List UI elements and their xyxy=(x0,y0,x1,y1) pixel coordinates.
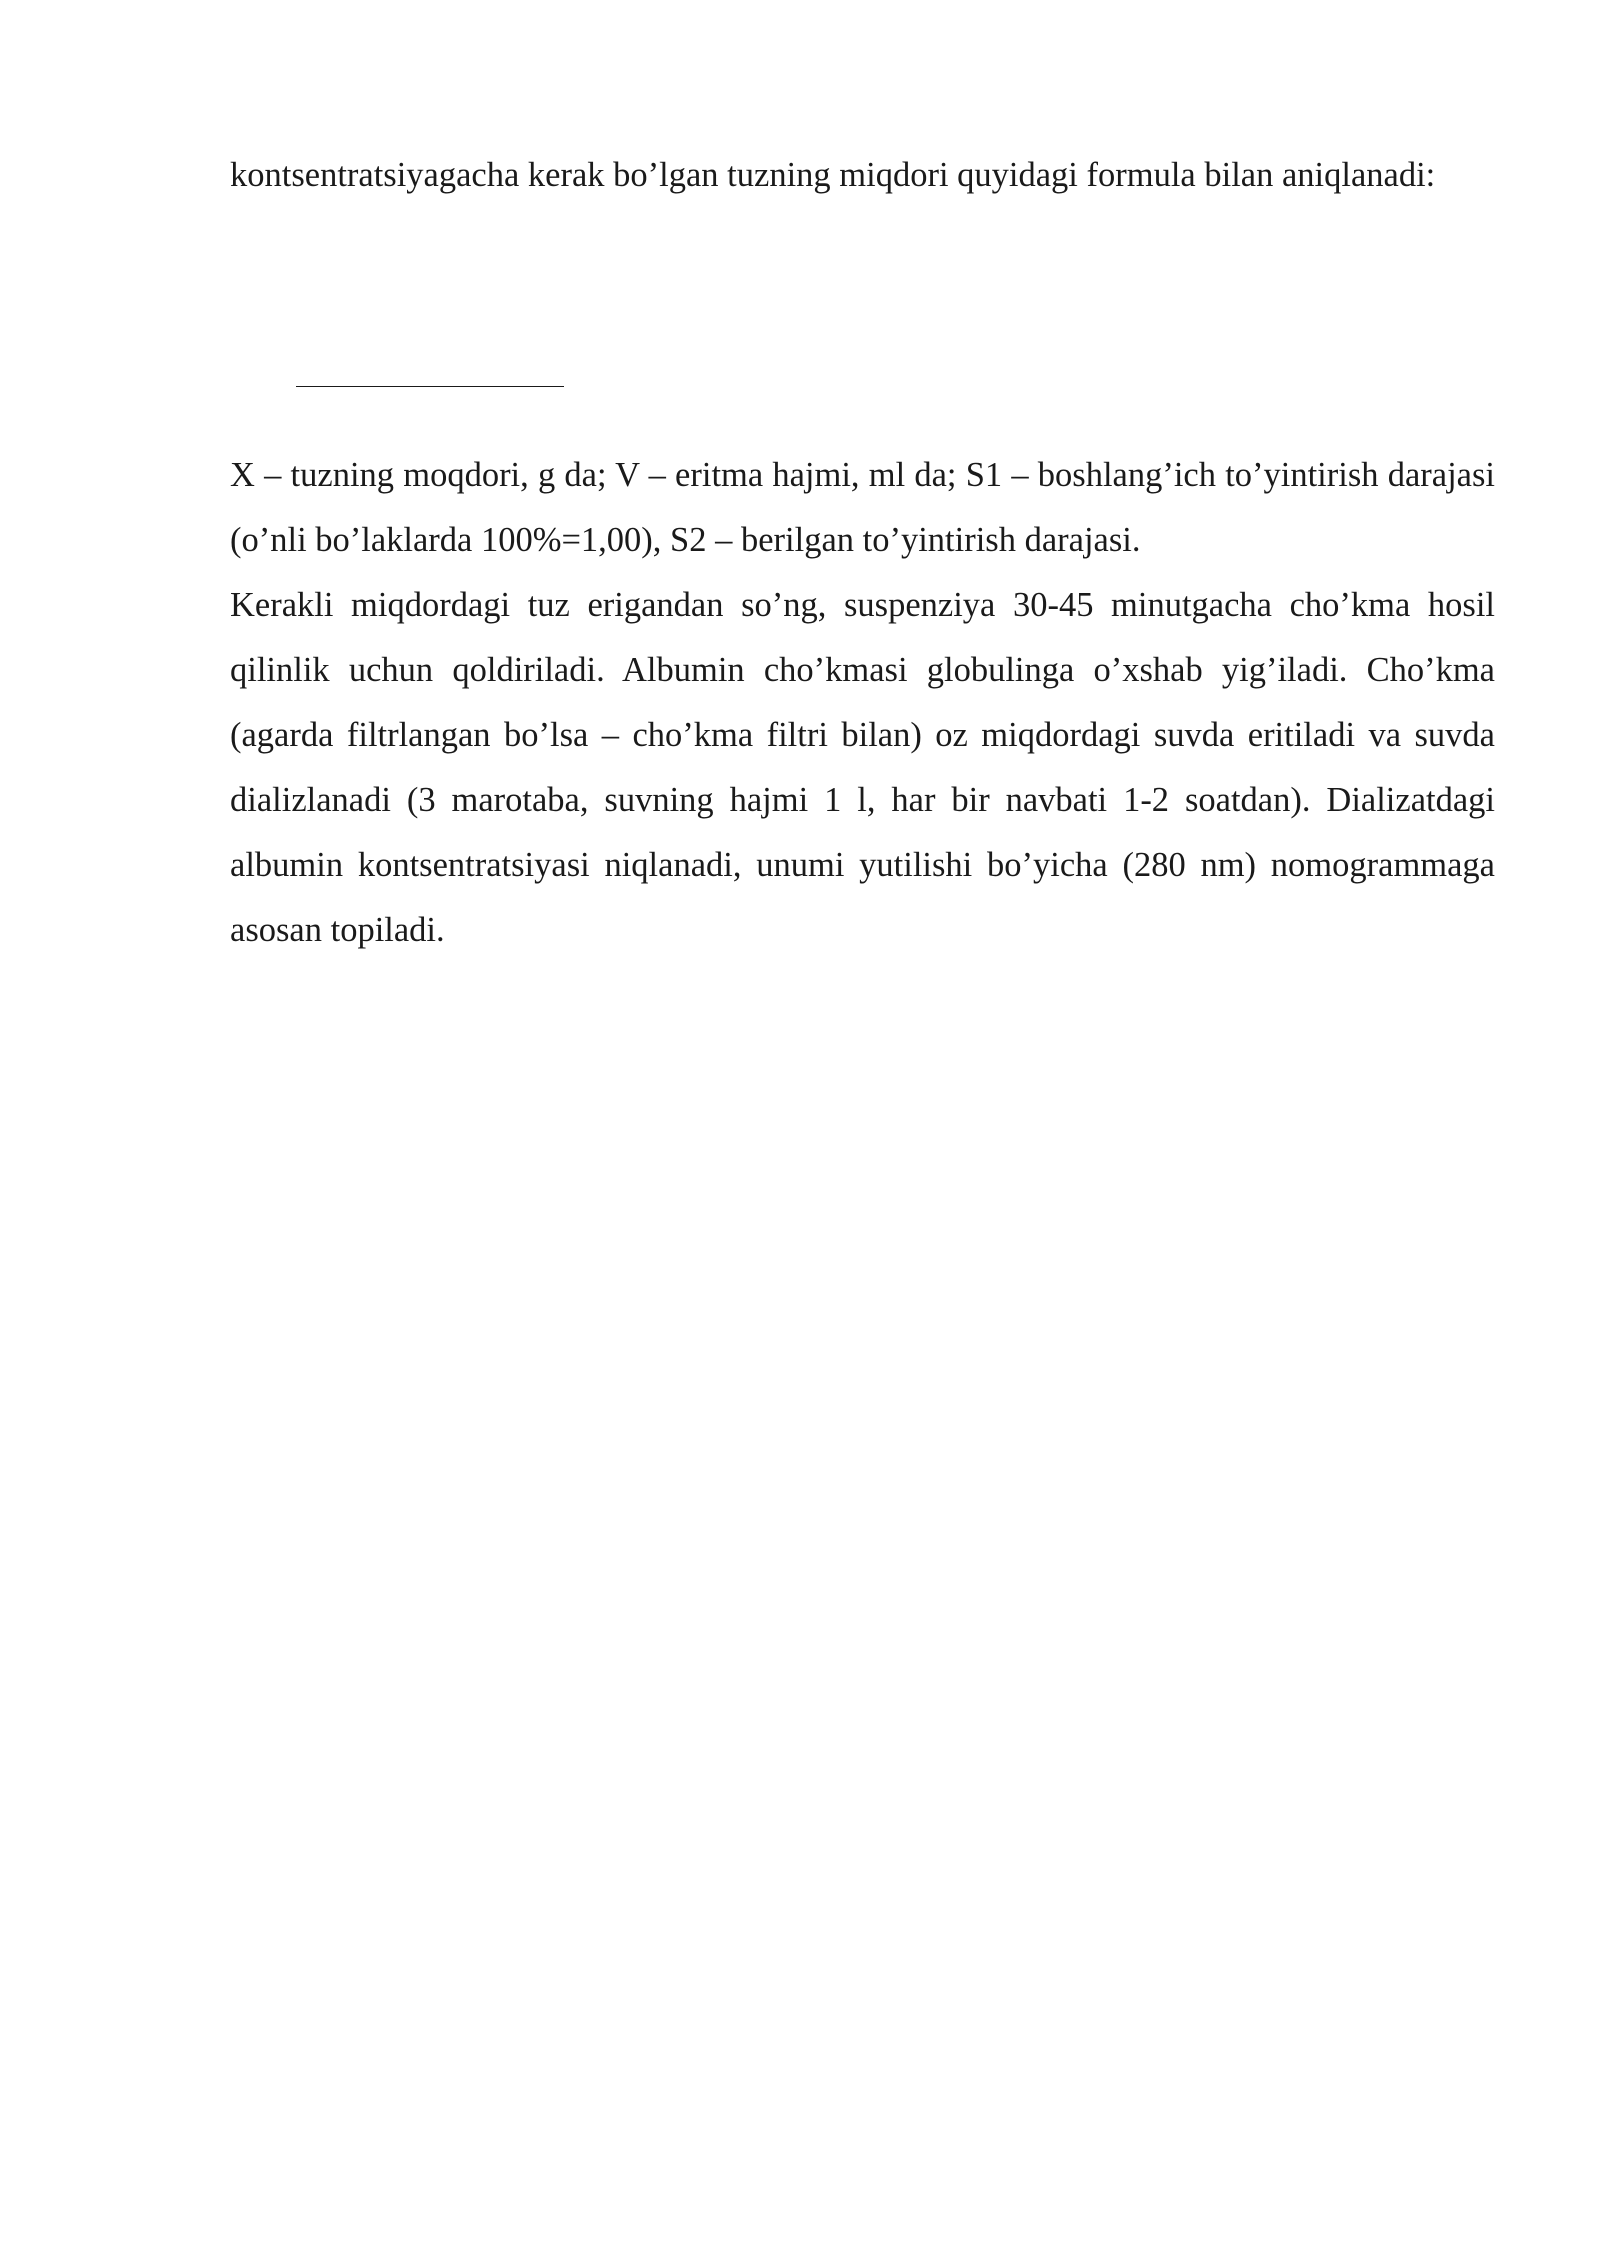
intro-paragraph-block xyxy=(230,143,1495,208)
body-text-block xyxy=(230,443,1495,963)
intro-paragraph: kontsentratsiyagacha kerak bo’lgan tuzning miqdori quyidagi formula bilan aniqlanadi: xyxy=(230,156,1436,194)
definitions-paragraph: X – tuzning moqdori, g da; V – eritma hajmi, ml da; S1 – boshlang’ich to’yintirish darajasi (o’nli bo’laklarda 100%=1,00), S2 – berilgan to’yintirish darajasi. xyxy=(230,456,1495,559)
procedure-paragraph: Kerakli miqdordagi tuz erigandan so’ng, suspenziya 30-45 minutgacha cho’kma hosil qilinlik uchun qoldiriladi. Albumin cho’kmasi globulinga o’xshab yig’iladi. Cho’kma (agarda filtrlangan bo’lsa – cho’kma filtri bilan) oz miqdordagi suvda eritiladi va suvda dializlanadi (3 marotaba, suvning hajmi 1 l, har bir navbati 1-2 soatdan). Dializatdagi albumin kontsentratsiyasi niqlanadi, unumi yutilishi bo’yicha (280 nm) nomogrammaga asosan topiladi. xyxy=(230,586,1495,949)
formula-fraction-line xyxy=(296,386,564,387)
